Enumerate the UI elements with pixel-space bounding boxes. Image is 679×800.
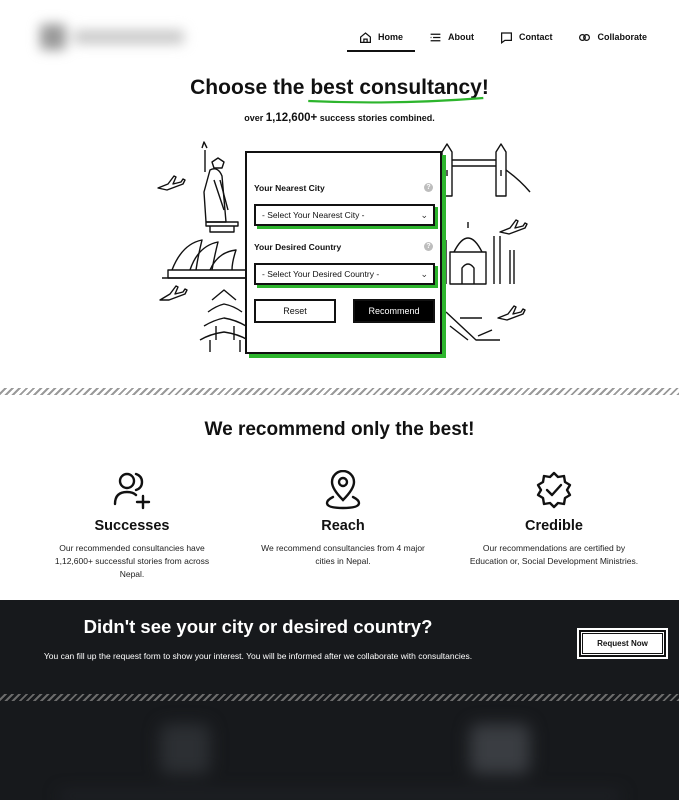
feature-title: Successes: [94, 518, 170, 534]
hero-title-highlight: [310, 76, 482, 100]
divider: [0, 694, 679, 701]
hero-title-suffix: !: [481, 76, 489, 99]
cta-title: Didn't see your city or desired country?: [83, 616, 433, 637]
site-header: [0, 0, 679, 72]
nav-collaborate[interactable]: [576, 26, 649, 48]
country-select[interactable]: [254, 263, 435, 285]
nav-home-label: Home: [377, 32, 403, 42]
feature-desc: Our recommended consultancies have 1,12,600+ successful stories from across Nepal.: [54, 543, 210, 579]
map-pin-icon: [323, 470, 363, 510]
verified-badge-icon: [534, 470, 574, 510]
feature-title: Credible: [524, 518, 583, 534]
feature-desc: We recommend consultancies from 4 major cities in Nepal.: [261, 543, 425, 566]
feature-credible: [464, 470, 644, 568]
list-icon: [429, 31, 442, 44]
hero-title: [0, 76, 679, 100]
logo[interactable]: [30, 10, 190, 65]
hero-subtitle: [0, 112, 679, 124]
airplane-drawing-3: [500, 220, 527, 234]
nav-home[interactable]: [357, 26, 405, 48]
recommend-form: [245, 151, 442, 354]
chevron-down-icon: ⌄: [420, 210, 428, 220]
nav-contact[interactable]: [498, 26, 555, 48]
users-plus-icon: [112, 470, 152, 510]
request-cta-section: [0, 600, 679, 800]
hero-sub-suffix: success stories combined.: [317, 113, 435, 123]
underline-swoosh: [306, 96, 486, 106]
hero-sub-prefix: over: [244, 113, 266, 123]
country-help-icon[interactable]: ?: [424, 242, 433, 251]
city-select-value: - Select Your Nearest City -: [262, 210, 365, 220]
airplane-drawing: [158, 176, 185, 190]
statue-of-liberty-drawing: [202, 142, 238, 232]
link-icon: [578, 31, 591, 44]
airplane-drawing-4: [498, 306, 525, 320]
airplane-drawing-2: [160, 286, 187, 300]
divider: [0, 388, 679, 395]
hero-title-highlight-text: best consultancy: [310, 76, 482, 99]
cta-text: You can fill up the request form to show your interest. You will be informed after we collaborate with consultancies.: [43, 651, 473, 661]
city-help-icon[interactable]: ?: [424, 183, 433, 192]
opera-house-drawing: [162, 240, 254, 278]
feature-title: Reach: [321, 518, 365, 534]
nav-about[interactable]: [427, 26, 476, 48]
feature-reach: [253, 470, 433, 568]
feature-successes: [42, 470, 222, 581]
chevron-down-icon: ⌄: [420, 269, 428, 279]
hero-sub-count: 1,12,600+: [265, 112, 318, 124]
eiffel-tower-drawing: [446, 312, 500, 340]
pagoda-drawing: [200, 290, 248, 352]
hero-title-prefix: Choose the: [190, 76, 311, 99]
home-icon: [359, 31, 372, 44]
country-select-value: - Select Your Desired Country -: [262, 269, 380, 279]
request-now-button[interactable]: Request Now: [579, 630, 666, 657]
footer: [0, 704, 679, 800]
nav-contact-label: Contact: [518, 32, 553, 42]
city-select[interactable]: [254, 204, 435, 226]
section-title: We recommend only the best!: [204, 419, 475, 440]
nav-about-label: About: [447, 32, 474, 42]
message-icon: [500, 31, 513, 44]
reset-button[interactable]: Reset: [254, 299, 336, 323]
country-label: Your Desired Country: [254, 242, 342, 252]
nav-collaborate-label: Collaborate: [597, 32, 647, 42]
feature-desc: Our recommendations are certified by Education or, Social Development Ministries.: [469, 543, 639, 566]
main-nav: [357, 26, 649, 48]
recommend-button[interactable]: Recommend: [353, 299, 435, 323]
city-label: Your Nearest City: [254, 183, 325, 193]
